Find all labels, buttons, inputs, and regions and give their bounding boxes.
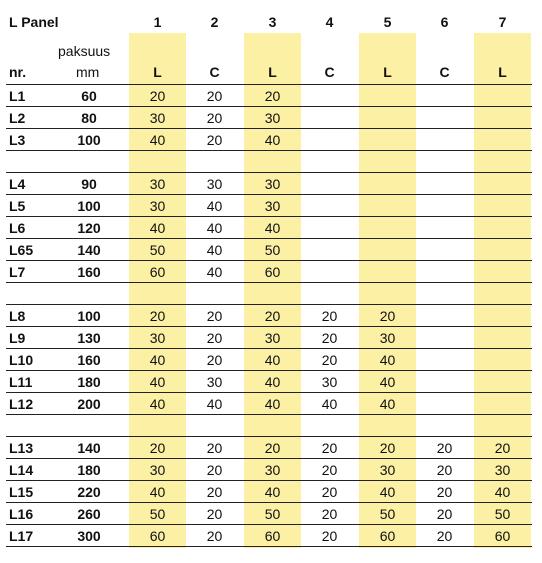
table-row	[0, 393, 542, 415]
cell-col-3: 20	[264, 308, 281, 324]
row-nr: L1	[9, 88, 26, 104]
row-nr: L6	[9, 220, 26, 236]
cell-col-3: 30	[264, 176, 281, 192]
cell-col-1: 40	[149, 352, 166, 368]
table-row	[0, 327, 542, 349]
cell-col-6: 20	[436, 528, 453, 544]
table-spacer-row	[0, 151, 542, 173]
row-nr: L16	[9, 506, 34, 522]
row-thickness: 100	[77, 308, 101, 324]
row-divider	[6, 546, 532, 547]
cell-col-7: 60	[494, 528, 511, 544]
cell-col-5: 30	[379, 330, 396, 346]
table-row	[0, 85, 542, 107]
nr-label: nr.	[9, 64, 27, 80]
row-nr: L65	[9, 242, 34, 258]
column-number-2: 2	[210, 14, 219, 30]
cell-col-1: 60	[149, 528, 166, 544]
row-nr: L4	[9, 176, 26, 192]
column-number-5: 5	[383, 14, 392, 30]
row-nr: L12	[9, 396, 34, 412]
cell-col-4: 20	[321, 528, 338, 544]
cell-col-3: 50	[264, 506, 281, 522]
row-nr: L5	[9, 198, 26, 214]
column-type-3: L	[268, 64, 277, 80]
row-nr: L2	[9, 110, 26, 126]
cell-col-1: 50	[149, 506, 166, 522]
column-number-6: 6	[440, 14, 449, 30]
table-row	[0, 239, 542, 261]
cell-col-1: 30	[149, 330, 166, 346]
cell-col-4: 20	[321, 330, 338, 346]
row-nr: L10	[9, 352, 34, 368]
cell-col-4: 20	[321, 440, 338, 456]
column-number-3: 3	[268, 14, 277, 30]
table-row	[0, 371, 542, 393]
row-thickness: 80	[81, 110, 97, 126]
cell-col-2: 20	[206, 110, 223, 126]
cell-col-5: 50	[379, 506, 396, 522]
row-nr: L7	[9, 264, 26, 280]
cell-col-6: 20	[436, 462, 453, 478]
cell-col-4: 40	[321, 396, 338, 412]
cell-col-2: 20	[206, 528, 223, 544]
cell-col-2: 20	[206, 462, 223, 478]
cell-col-3: 40	[264, 374, 281, 390]
cell-col-7: 40	[494, 484, 511, 500]
row-thickness: 300	[77, 528, 101, 544]
thickness-label: paksuus	[58, 43, 111, 59]
cell-col-5: 20	[379, 308, 396, 324]
cell-col-2: 20	[206, 484, 223, 500]
cell-col-4: 20	[321, 352, 338, 368]
cell-col-3: 20	[264, 88, 281, 104]
cell-col-1: 30	[149, 462, 166, 478]
table-row	[0, 217, 542, 239]
row-nr: L9	[9, 330, 26, 346]
cell-col-1: 20	[149, 308, 166, 324]
cell-col-4: 20	[321, 506, 338, 522]
cell-col-3: 30	[264, 330, 281, 346]
row-thickness: 260	[77, 506, 101, 522]
cell-col-1: 40	[149, 396, 166, 412]
row-thickness: 220	[77, 484, 101, 500]
column-type-2: C	[209, 64, 220, 80]
cell-col-1: 30	[149, 110, 166, 126]
cell-col-5: 60	[379, 528, 396, 544]
cell-col-2: 20	[206, 88, 223, 104]
row-nr: L14	[9, 462, 34, 478]
cell-col-2: 40	[206, 198, 223, 214]
table-row	[0, 305, 542, 327]
cell-col-2: 30	[206, 176, 223, 192]
row-thickness: 140	[77, 440, 101, 456]
column-type-1: L	[153, 64, 162, 80]
cell-col-2: 20	[206, 330, 223, 346]
column-type-4: C	[324, 64, 335, 80]
cell-col-3: 30	[264, 198, 281, 214]
table-row	[0, 195, 542, 217]
cell-col-3: 40	[264, 396, 281, 412]
row-thickness: 100	[77, 132, 101, 148]
table-spacer-row	[0, 283, 542, 305]
cell-col-4: 20	[321, 308, 338, 324]
cell-col-1: 40	[149, 132, 166, 148]
row-thickness: 160	[77, 264, 101, 280]
cell-col-2: 40	[206, 242, 223, 258]
cell-col-1: 20	[149, 88, 166, 104]
cell-col-3: 60	[264, 528, 281, 544]
cell-col-1: 50	[149, 242, 166, 258]
cell-col-4: 20	[321, 462, 338, 478]
cell-col-3: 40	[264, 352, 281, 368]
column-type-6: C	[439, 64, 450, 80]
row-nr: L15	[9, 484, 34, 500]
cell-col-1: 20	[149, 440, 166, 456]
table-row	[0, 503, 542, 525]
cell-col-3: 50	[264, 242, 281, 258]
cell-col-4: 20	[321, 484, 338, 500]
cell-col-1: 40	[149, 220, 166, 236]
row-thickness: 160	[77, 352, 101, 368]
cell-col-3: 40	[264, 220, 281, 236]
cell-col-2: 40	[206, 220, 223, 236]
column-number-1: 1	[153, 14, 162, 30]
cell-col-1: 40	[149, 484, 166, 500]
table-spacer-row	[0, 415, 542, 437]
column-type-7: L	[498, 64, 507, 80]
cell-col-2: 20	[206, 352, 223, 368]
cell-col-2: 20	[206, 440, 223, 456]
cell-col-2: 20	[206, 506, 223, 522]
cell-col-2: 40	[206, 264, 223, 280]
cell-col-1: 40	[149, 374, 166, 390]
cell-col-3: 30	[264, 110, 281, 126]
row-nr: L17	[9, 528, 34, 544]
cell-col-2: 20	[206, 132, 223, 148]
cell-col-5: 40	[379, 396, 396, 412]
cell-col-3: 60	[264, 264, 281, 280]
row-thickness: 180	[77, 462, 101, 478]
cell-col-1: 30	[149, 176, 166, 192]
cell-col-1: 30	[149, 198, 166, 214]
table-row	[0, 173, 542, 195]
table-row	[0, 349, 542, 371]
row-thickness: 120	[77, 220, 101, 236]
cell-col-7: 30	[494, 462, 511, 478]
cell-col-3: 30	[264, 462, 281, 478]
cell-col-2: 40	[206, 396, 223, 412]
row-nr: L13	[9, 440, 34, 456]
table-row	[0, 481, 542, 503]
cell-col-4: 30	[321, 374, 338, 390]
cell-col-7: 20	[494, 440, 511, 456]
table-row	[0, 437, 542, 459]
cell-col-3: 40	[264, 132, 281, 148]
unit-label: mm	[76, 64, 100, 80]
row-thickness: 60	[81, 88, 97, 104]
cell-col-5: 40	[379, 352, 396, 368]
column-number-7: 7	[498, 14, 507, 30]
row-thickness: 90	[81, 176, 97, 192]
table-title: L Panel	[9, 14, 59, 30]
cell-col-3: 20	[264, 440, 281, 456]
cell-col-3: 40	[264, 484, 281, 500]
row-thickness: 180	[77, 374, 101, 390]
cell-col-2: 20	[206, 308, 223, 324]
cell-col-2: 30	[206, 374, 223, 390]
cell-col-7: 50	[494, 506, 511, 522]
table-row	[0, 525, 542, 547]
cell-col-6: 20	[436, 484, 453, 500]
cell-col-5: 40	[379, 374, 396, 390]
row-thickness: 200	[77, 396, 101, 412]
table-row	[0, 261, 542, 283]
table-row	[0, 129, 542, 151]
row-thickness: 140	[77, 242, 101, 258]
table-row	[0, 107, 542, 129]
row-nr: L8	[9, 308, 26, 324]
row-thickness: 130	[77, 330, 101, 346]
cell-col-5: 20	[379, 440, 396, 456]
row-nr: L11	[9, 374, 33, 390]
cell-col-1: 60	[149, 264, 166, 280]
row-nr: L3	[9, 132, 26, 148]
table-row	[0, 459, 542, 481]
cell-col-5: 30	[379, 462, 396, 478]
cell-col-5: 40	[379, 484, 396, 500]
cell-col-6: 20	[436, 506, 453, 522]
cell-col-6: 20	[436, 440, 453, 456]
column-type-5: L	[383, 64, 392, 80]
row-thickness: 100	[77, 198, 101, 214]
column-number-4: 4	[325, 14, 334, 30]
